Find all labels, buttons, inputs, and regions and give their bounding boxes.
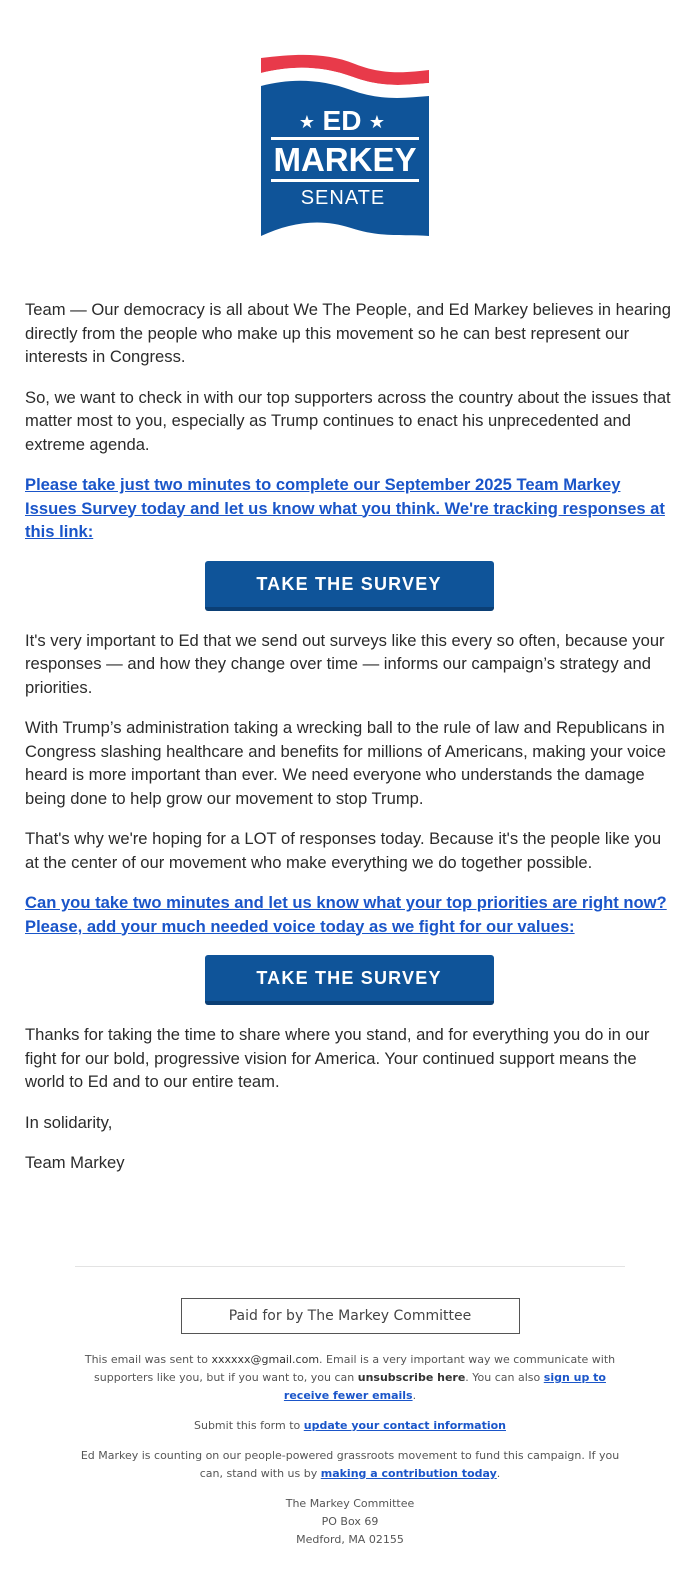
priorities-link-paragraph <box>25 891 673 938</box>
survey-button-row-2 <box>25 955 673 1005</box>
importance-paragraph: It's very important to Ed that we send out surveys like this every so often, because your responses — and how they change over time — informs our campaign’s strategy and priorities. <box>25 630 665 697</box>
logo-graphic <box>255 52 435 242</box>
logo-rule-top <box>271 137 419 140</box>
unsubscribe-link[interactable]: unsubscribe here <box>357 1371 466 1384</box>
survey-link-paragraph <box>25 473 673 544</box>
fewer-emails-link[interactable]: sign up to receive fewer emails <box>283 1371 606 1402</box>
logo-rule-bottom <box>271 179 419 182</box>
address-line-2: PO Box 69 <box>321 1515 379 1528</box>
sent-to-notice <box>70 1351 630 1405</box>
contribution-period: . <box>496 1467 501 1480</box>
update-contact-notice <box>70 1417 630 1435</box>
sent-to-period: . <box>412 1389 417 1402</box>
logo-star-left: ★ <box>298 112 316 133</box>
intro-paragraph: Team — Our democracy is all about We The People, and Ed Markey believes in hearing directly from the people who make up this movement so he can best represent our interests in Congress. <box>25 300 671 366</box>
update-contact-link[interactable]: update your contact information <box>303 1419 506 1432</box>
closing-line: In solidarity, <box>25 1112 113 1132</box>
logo-markey-text: MARKEY <box>273 141 417 178</box>
counting-text: Ed Markey is counting on our people-powered grassroots movement to fund this campaign. If you can, stand with us by <box>80 1449 620 1480</box>
sent-to-middle: . Email is a very important way we communicate with supporters like you, but if you want to, you can <box>94 1353 616 1384</box>
take-survey-button-2[interactable]: TAKE THE SURVEY <box>205 955 494 1005</box>
footer-divider <box>75 1266 625 1267</box>
logo-senate-text: SENATE <box>300 187 386 209</box>
thanks-paragraph: Thanks for taking the time to share where you stand, and for everything you do in our fight for our bold, progressive vision for America. Your continued support means the world to Ed and to our entire team. <box>25 1025 650 1091</box>
recipient-email: xxxxxx@gmail.com <box>211 1353 320 1366</box>
logo-star-right: ★ <box>368 112 386 133</box>
email-body <box>25 298 673 1192</box>
check-in-paragraph: So, we want to check in with our top supporters across the country about the issues that matter most to you, especially as Trump continues to enact his unprecedented and extreme agenda. <box>25 387 671 454</box>
survey-link-1[interactable]: Please take just two minutes to complete our September 2025 Team Markey Issues Survey today and let us know what you think. We're tracking responses at this link: <box>25 475 665 541</box>
sent-to-prefix: This email was sent to <box>84 1353 212 1366</box>
trump-paragraph: With Trump’s administration taking a wrecking ball to the rule of law and Republicans in Congress slashing healthcare and benefits for millions of Americans, making your voice heard is more important than ever. We need everyone who understands the damage being done to help grow our movement to stop Trump. <box>25 718 667 808</box>
email-footer <box>0 1266 700 1549</box>
paid-for-box: Paid for by The Markey Committee <box>181 1298 520 1334</box>
responses-paragraph: That's why we're hoping for a LOT of responses today. Because it's the people like you at the center of our movement who make everything we do together possible. <box>25 829 662 872</box>
take-survey-button-1[interactable]: TAKE THE SURVEY <box>205 561 494 611</box>
ed-markey-senate-logo <box>255 52 435 242</box>
logo-ed-text: ED <box>322 105 362 136</box>
address-line-3: Medford, MA 02155 <box>296 1533 404 1546</box>
address-line-1: The Markey Committee <box>285 1497 415 1510</box>
contribution-link[interactable]: making a contribution today <box>320 1467 497 1480</box>
survey-link-2[interactable]: Can you take two minutes and let us know what your top priorities are right now? Please, add your much needed voice today as we fight for our values: <box>25 893 667 936</box>
signature-line: Team Markey <box>25 1153 125 1172</box>
contribution-notice <box>70 1447 630 1483</box>
also-text: . You can also <box>465 1371 544 1384</box>
mailing-address <box>70 1495 630 1549</box>
survey-button-row-1 <box>25 561 673 611</box>
submit-prefix: Submit this form to <box>193 1419 304 1432</box>
